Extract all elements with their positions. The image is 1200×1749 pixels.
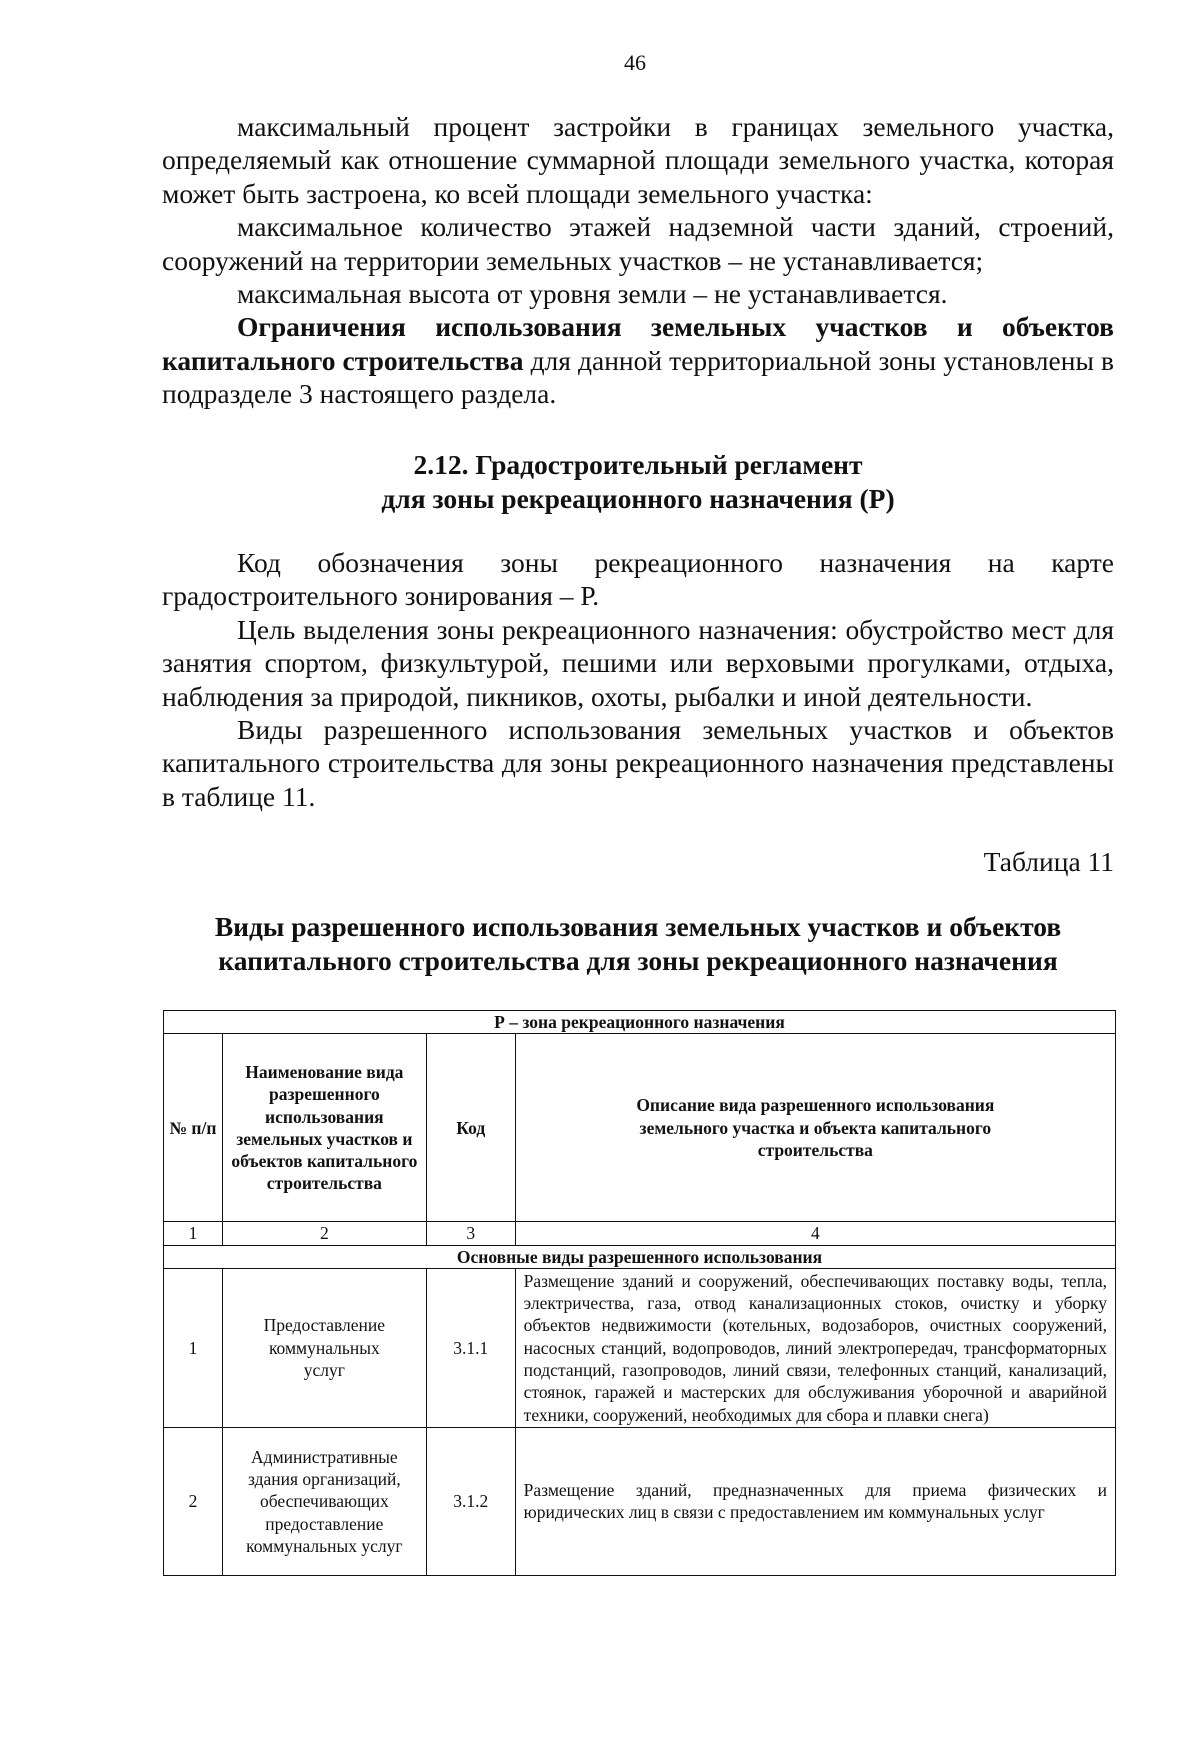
table-title-line2: капитального строительства для зоны рекреационного назначения [218,945,1058,976]
paragraph-restrictions [162,310,1114,410]
col-number-1: 1 [164,1222,223,1245]
row-num: 2 [164,1427,223,1575]
page-number: 46 [624,50,646,75]
section-heading-line1: 2.12. Градостроительный регламент [413,449,863,480]
table-label: Таблица 11 [983,846,1114,877]
lower-text-block [162,546,1114,813]
row-num: 1 [164,1268,223,1427]
paragraph-zone-code: Код обозначения зоны рекреационного назначения на карте градостроительного зонирования – Р. [162,547,1114,612]
row-name: Предоставление коммунальных услуг [222,1268,426,1427]
paragraph-floors: максимальное количество этажей надземной части зданий, строений, сооружений на территории земельных участков – не устанавливается; [162,211,1114,276]
paragraph-table-ref: Виды разрешенного использования земельных участков и объектов капитального строительства для зоны рекреационного назначения представлены в таблице 11. [162,714,1114,812]
restrictions-bold-text: Ограничения использования земельных участков и объектов капитального строительства [162,311,1114,376]
table-row [164,1268,1116,1427]
col-number-4: 4 [515,1222,1115,1245]
column-header-row [164,1034,1116,1222]
row-desc: Размещение зданий, предназначенных для приема физических и юридических лиц в связи с предоставлением им коммунальных услуг [515,1427,1115,1575]
section-row-cell: Основные виды разрешенного использования [164,1245,1116,1268]
row-desc: Размещение зданий и сооружений, обеспечивающих поставку воды, тепла, электричества, газа, отвод канализационных стоков, очистку и уборку объектов недвижимости (котельных, водозаборов, очистных сооружений, насосных станций, водопроводов, линий электропередач, трансформаторных подстанций, газопроводов, линий связи, телефонных станций, канализаций, стоянок, гаражей и мастерских для обслуживания уборочной и аварийной техники, сооружений, необходимых для сбора и плавки снега) [515,1268,1115,1427]
table-title [162,910,1114,978]
permitted-use-table [163,1010,1116,1576]
zone-header-row [164,1011,1116,1034]
col-number-2: 2 [222,1222,426,1245]
table-row [164,1427,1116,1575]
restrictions-rest-text: для данной территориальной зоны установлены в подразделе 3 настоящего раздела. [162,344,1114,410]
header-desc: Описание вида разрешенного использования земельного участка и объекта капитального строительства [515,1034,1115,1222]
paragraph-build-percent: максимальный процент застройки в границах земельного участка, определяемый как отношение суммарной площади земельного участка, которая может быть застроена, ко всей площади земельного участка: [162,111,1114,209]
header-num: № п/п [164,1034,223,1222]
col-number-3: 3 [426,1222,515,1245]
section-row [164,1245,1116,1268]
header-name: Наименование вида разрешенного использования земельных участков и объектов капитального строительства [222,1034,426,1222]
paragraph-height: максимальная высота от уровня земли – не устанавливается. [237,278,948,310]
header-code: Код [426,1034,515,1222]
section-heading-line2: для зоны рекреационного назначения (Р) [381,483,895,514]
upper-text-block [162,110,1114,411]
zone-header-cell: Р – зона рекреационного назначения [164,1011,1116,1034]
row-code: 3.1.1 [426,1268,515,1427]
section-heading [162,448,1114,516]
row-name: Административные здания организаций, обеспечивающих предоставление коммунальных услуг [222,1427,426,1575]
paragraph-zone-purpose: Цель выделения зоны рекреационного назначения: обустройство мест для занятия спортом, физкультурой, пешими или верховыми прогулками, отдыха, наблюдения за природой, пикников, охоты, рыбалки и иной деятельности. [162,613,1114,712]
column-number-row [164,1222,1116,1245]
row-code: 3.1.2 [426,1427,515,1575]
table-title-line1: Виды разрешенного использования земельных участков и объектов [214,911,1062,942]
